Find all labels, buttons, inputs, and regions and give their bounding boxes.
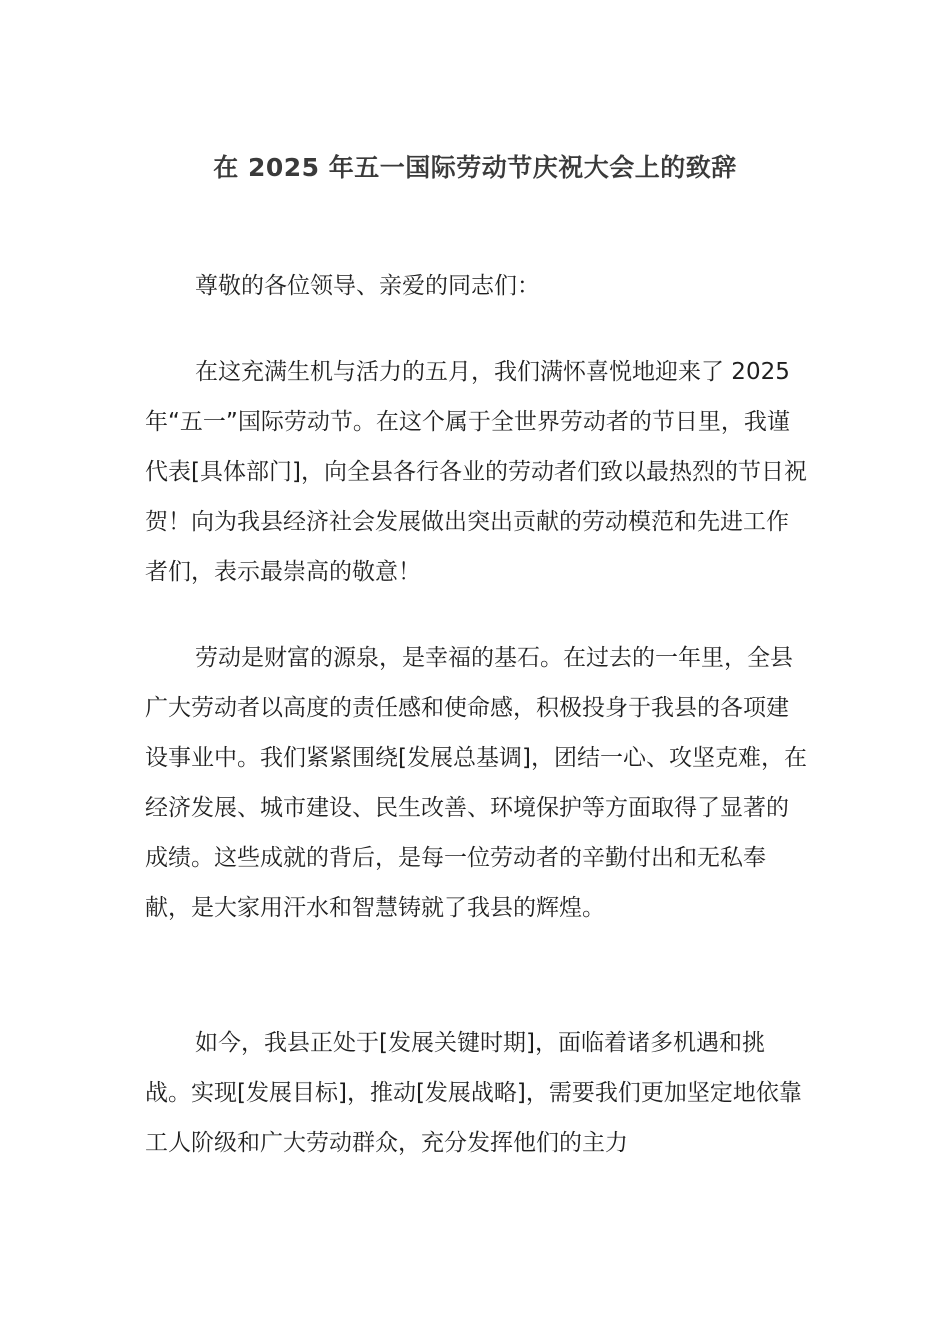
- document-title: 在 2025 年五一国际劳动节庆祝大会上的致辞: [213, 152, 737, 182]
- salutation: 尊敬的各位领导、亲爱的同志们：: [195, 273, 540, 299]
- paragraph-3: 如今，我县正处于[发展关键时期]，面临着诸多机遇和挑战。实现[发展目标]，推动[发展战略]，需要我们更加坚定地依靠工人阶级和广大劳动群众，充分发挥他们的主力: [145, 1030, 802, 1156]
- paragraph-1: 在这充满生机与活力的五月，我们满怀喜悦地迎来了 2025 年“五一”国际劳动节。在这个属于全世界劳动者的节日里，我谨代表[具体部门]，向全县各行各业的劳动者们致以最热烈的节日祝贺！向为我县经济社会发展做出突出贡献的劳动模范和先进工作者们，表示最崇高的敬意！: [145, 359, 807, 585]
- paragraph-2: 劳动是财富的源泉，是幸福的基石。在过去的一年里，全县广大劳动者以高度的责任感和使命感，积极投身于我县的各项建设事业中。我们紧紧围绕[发展总基调]，团结一心、攻坚克难，在经济发展、城市建设、民生改善、环境保护等方面取得了显著的成绩。这些成就的背后，是每一位劳动者的辛勤付出和无私奉献，是大家用汗水和智慧铸就了我县的辉煌。: [145, 645, 807, 921]
